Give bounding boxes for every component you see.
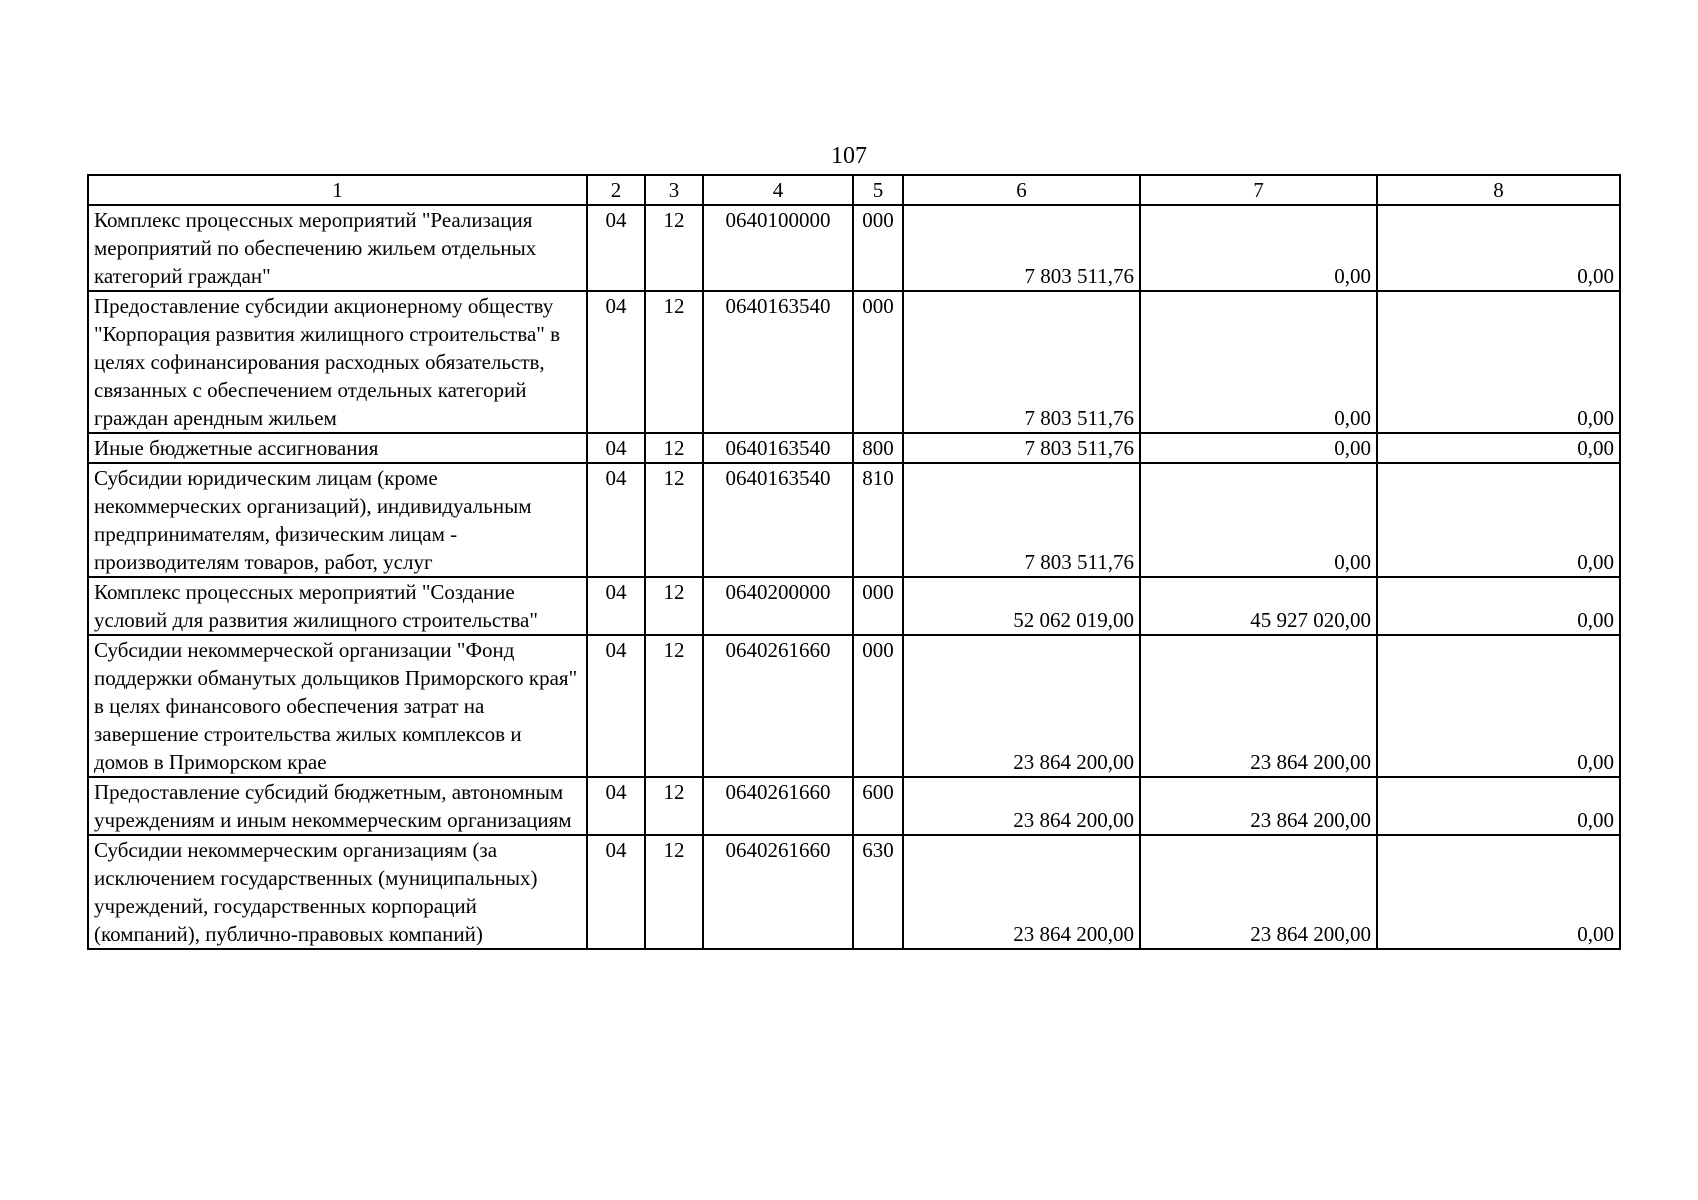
table-row [88,205,1620,291]
row-name-cell: Предоставление субсидий бюджетным, автономным учреждениям и иным некоммерческим организациям [88,777,587,835]
table-row [88,291,1620,433]
expense-type-cell: 000 [853,291,903,433]
header-cell: 3 [645,175,703,205]
header-cell: 1 [88,175,587,205]
subsection-code-cell: 12 [645,433,703,463]
subsection-code-cell: 12 [645,577,703,635]
expense-type-cell: 000 [853,577,903,635]
amount-col7-cell: 0,00 [1140,433,1377,463]
section-code-cell: 04 [587,835,645,949]
row-name-cell: Комплекс процессных мероприятий "Создание условий для развития жилищного строительства" [88,577,587,635]
section-code-cell: 04 [587,463,645,577]
header-cell: 7 [1140,175,1377,205]
row-name-cell: Субсидии некоммерческим организациям (за исключением государственных (муниципальных) учреждений, государственных корпораций (компаний), публично-правовых компаний) [88,835,587,949]
row-name-cell: Предоставление субсидии акционерному обществу "Корпорация развития жилищного строительства" в целях софинансирования расходных обязательств, связанных с обеспечением отдельных категорий граждан арендным жильем [88,291,587,433]
table-body [88,175,1620,949]
target-article-cell: 0640163540 [703,291,853,433]
amount-col8-cell: 0,00 [1377,835,1620,949]
target-article-cell: 0640261660 [703,777,853,835]
row-name-cell: Комплекс процессных мероприятий "Реализация мероприятий по обеспечению жильем отдельных категорий граждан" [88,205,587,291]
expense-type-cell: 000 [853,205,903,291]
amount-col7-cell: 23 864 200,00 [1140,777,1377,835]
subsection-code-cell: 12 [645,777,703,835]
subsection-code-cell: 12 [645,635,703,777]
header-cell: 5 [853,175,903,205]
row-name-cell: Иные бюджетные ассигнования [88,433,587,463]
target-article-cell: 0640163540 [703,433,853,463]
section-code-cell: 04 [587,205,645,291]
table-row [88,777,1620,835]
amount-col8-cell: 0,00 [1377,463,1620,577]
amount-col7-cell: 45 927 020,00 [1140,577,1377,635]
amount-col7-cell: 0,00 [1140,463,1377,577]
amount-col8-cell: 0,00 [1377,433,1620,463]
amount-col6-cell: 7 803 511,76 [903,433,1140,463]
header-cell: 4 [703,175,853,205]
target-article-cell: 0640163540 [703,463,853,577]
section-code-cell: 04 [587,777,645,835]
amount-col6-cell: 7 803 511,76 [903,205,1140,291]
table-row [88,835,1620,949]
header-cell: 8 [1377,175,1620,205]
subsection-code-cell: 12 [645,205,703,291]
target-article-cell: 0640100000 [703,205,853,291]
subsection-code-cell: 12 [645,463,703,577]
amount-col8-cell: 0,00 [1377,205,1620,291]
section-code-cell: 04 [587,635,645,777]
table-row [88,433,1620,463]
amount-col7-cell: 23 864 200,00 [1140,635,1377,777]
row-name-cell: Субсидии юридическим лицам (кроме некоммерческих организаций), индивидуальным предпринимателям, физическим лицам - производителям товаров, работ, услуг [88,463,587,577]
page-number: 107 [831,143,867,169]
row-name-cell: Субсидии некоммерческой организации "Фонд поддержки обманутых дольщиков Приморского края" в целях финансового обеспечения затрат на завершение строительства жилых комплексов и домов в Приморском крае [88,635,587,777]
table-header-row [88,175,1620,205]
header-cell: 6 [903,175,1140,205]
subsection-code-cell: 12 [645,291,703,433]
expense-type-cell: 800 [853,433,903,463]
table-row [88,635,1620,777]
amount-col7-cell: 0,00 [1140,205,1377,291]
amount-col7-cell: 0,00 [1140,291,1377,433]
subsection-code-cell: 12 [645,835,703,949]
amount-col8-cell: 0,00 [1377,635,1620,777]
expense-type-cell: 600 [853,777,903,835]
amount-col6-cell: 23 864 200,00 [903,777,1140,835]
amount-col6-cell: 23 864 200,00 [903,635,1140,777]
table-row [88,463,1620,577]
amount-col6-cell: 23 864 200,00 [903,835,1140,949]
amount-col8-cell: 0,00 [1377,777,1620,835]
expense-type-cell: 000 [853,635,903,777]
expense-type-cell: 630 [853,835,903,949]
expense-type-cell: 810 [853,463,903,577]
amount-col6-cell: 52 062 019,00 [903,577,1140,635]
target-article-cell: 0640200000 [703,577,853,635]
amount-col8-cell: 0,00 [1377,577,1620,635]
header-cell: 2 [587,175,645,205]
section-code-cell: 04 [587,291,645,433]
target-article-cell: 0640261660 [703,835,853,949]
amount-col7-cell: 23 864 200,00 [1140,835,1377,949]
table-row [88,577,1620,635]
section-code-cell: 04 [587,433,645,463]
budget-table [87,174,1621,950]
target-article-cell: 0640261660 [703,635,853,777]
amount-col8-cell: 0,00 [1377,291,1620,433]
amount-col6-cell: 7 803 511,76 [903,291,1140,433]
amount-col6-cell: 7 803 511,76 [903,463,1140,577]
section-code-cell: 04 [587,577,645,635]
